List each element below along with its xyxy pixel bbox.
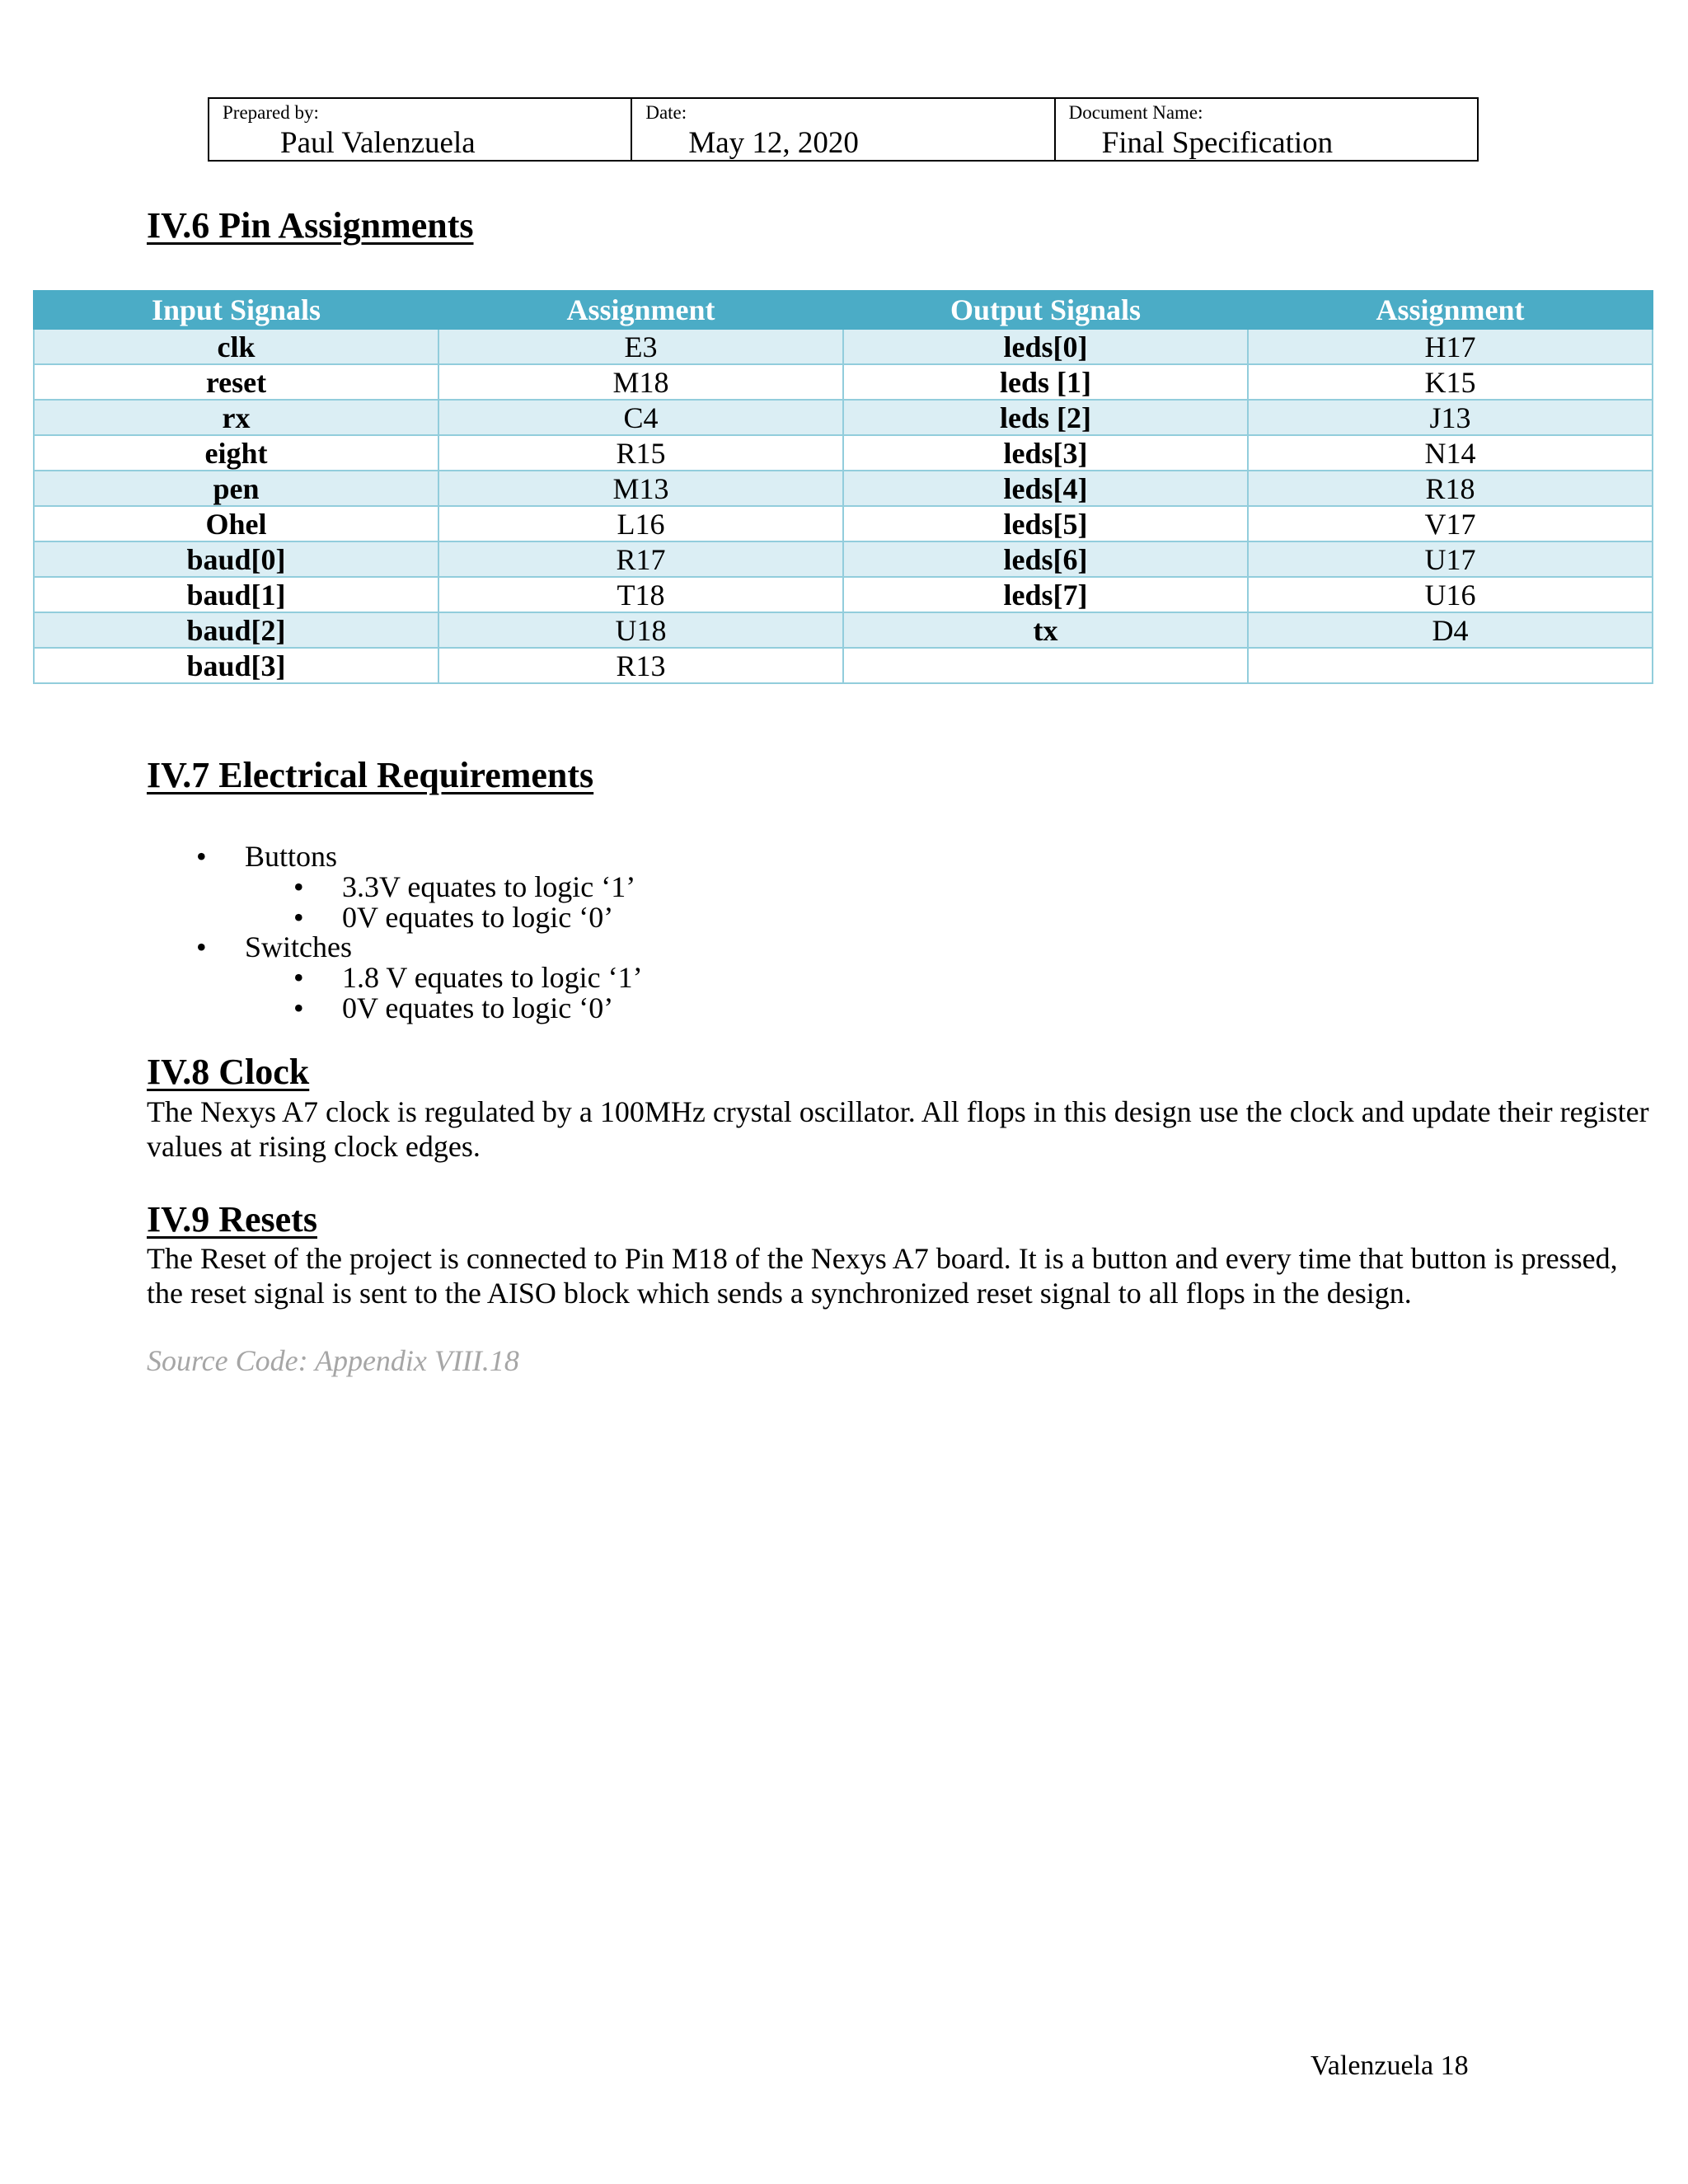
list-item: 3.3V equates to logic ‘1’ bbox=[342, 870, 636, 903]
table-cell: E3 bbox=[438, 329, 843, 364]
table-row bbox=[34, 329, 1653, 364]
table-cell: R15 bbox=[438, 435, 843, 471]
table-cell: M18 bbox=[438, 364, 843, 400]
table-row bbox=[34, 506, 1653, 541]
column-header: Input Signals bbox=[34, 291, 438, 329]
table-cell bbox=[1248, 648, 1653, 683]
table-cell: J13 bbox=[1248, 400, 1653, 435]
table-cell: leds[4] bbox=[843, 471, 1248, 506]
table-cell: eight bbox=[34, 435, 438, 471]
resets-paragraph: The Reset of the project is connected to Pin M18 of the Nexys A7 board. It is a button and every time that button is pressed, the reset signal is sent to the AISO block which sends a synchronized reset signal to all flops in the design. bbox=[147, 1242, 1618, 1310]
table-cell: rx bbox=[34, 400, 438, 435]
table-cell: leds [2] bbox=[843, 400, 1248, 435]
document-name-cell bbox=[1056, 99, 1477, 160]
table-cell: leds [1] bbox=[843, 364, 1248, 400]
table-cell: U17 bbox=[1248, 541, 1653, 577]
table-row bbox=[34, 577, 1653, 612]
document-name-value: Final Specification bbox=[1101, 126, 1334, 160]
table-cell: D4 bbox=[1248, 612, 1653, 648]
prepared-by-cell bbox=[209, 99, 632, 160]
date-label: Date: bbox=[645, 102, 687, 123]
table-cell: pen bbox=[34, 471, 438, 506]
table-cell: baud[2] bbox=[34, 612, 438, 648]
table-cell: clk bbox=[34, 329, 438, 364]
list-item: Buttons bbox=[245, 840, 338, 873]
table-cell: baud[3] bbox=[34, 648, 438, 683]
bullet-icon: • bbox=[196, 930, 207, 963]
table-cell: baud[0] bbox=[34, 541, 438, 577]
table-row bbox=[34, 400, 1653, 435]
table-cell: L16 bbox=[438, 506, 843, 541]
table-cell: leds[5] bbox=[843, 506, 1248, 541]
date-cell bbox=[632, 99, 1055, 160]
table-cell: U16 bbox=[1248, 577, 1653, 612]
table-cell: Ohel bbox=[34, 506, 438, 541]
table-row bbox=[34, 471, 1653, 506]
bullet-icon: • bbox=[293, 870, 304, 903]
document-header bbox=[208, 97, 1479, 162]
table-row bbox=[34, 541, 1653, 577]
table-cell: baud[1] bbox=[34, 577, 438, 612]
bullet-icon: • bbox=[293, 901, 304, 934]
electrical-requirements-heading: IV.7 Electrical Requirements bbox=[147, 755, 594, 795]
table-cell: V17 bbox=[1248, 506, 1653, 541]
table-cell: K15 bbox=[1248, 364, 1653, 400]
table-cell: leds[6] bbox=[843, 541, 1248, 577]
table-row bbox=[34, 612, 1653, 648]
list-item: 0V equates to logic ‘0’ bbox=[342, 901, 614, 934]
page-number: Valenzuela 18 bbox=[1311, 2050, 1469, 2081]
list-item: 1.8 V equates to logic ‘1’ bbox=[342, 961, 643, 994]
prepared-by-label: Prepared by: bbox=[223, 102, 319, 123]
table-cell: H17 bbox=[1248, 329, 1653, 364]
table-cell: T18 bbox=[438, 577, 843, 612]
table-cell: N14 bbox=[1248, 435, 1653, 471]
table-cell: R13 bbox=[438, 648, 843, 683]
table-cell bbox=[843, 648, 1248, 683]
table-cell: U18 bbox=[438, 612, 843, 648]
table-row bbox=[34, 435, 1653, 471]
table-row bbox=[34, 364, 1653, 400]
source-code-reference: Source Code: Appendix VIII.18 bbox=[147, 1344, 519, 1377]
table-cell: leds[3] bbox=[843, 435, 1248, 471]
pin-assignments-heading: IV.6 Pin Assignments bbox=[147, 205, 474, 246]
table-cell: tx bbox=[843, 612, 1248, 648]
date-value: May 12, 2020 bbox=[688, 126, 859, 160]
table-cell: C4 bbox=[438, 400, 843, 435]
pin-assignments-table bbox=[33, 290, 1653, 684]
table-cell: R17 bbox=[438, 541, 843, 577]
list-item: 0V equates to logic ‘0’ bbox=[342, 991, 614, 1024]
prepared-by-value: Paul Valenzuela bbox=[280, 126, 476, 160]
table-cell: R18 bbox=[1248, 471, 1653, 506]
table-cell: leds[7] bbox=[843, 577, 1248, 612]
clock-heading: IV.8 Clock bbox=[147, 1052, 310, 1092]
table-row bbox=[34, 648, 1653, 683]
bullet-icon: • bbox=[196, 840, 207, 873]
table-cell: M13 bbox=[438, 471, 843, 506]
column-header: Assignment bbox=[438, 291, 843, 329]
table-cell: leds[0] bbox=[843, 329, 1248, 364]
bullet-icon: • bbox=[293, 991, 304, 1024]
clock-paragraph: The Nexys A7 clock is regulated by a 100MHz crystal oscillator. All flops in this design use the clock and update their register values at rising clock edges. bbox=[147, 1095, 1649, 1163]
column-header: Assignment bbox=[1248, 291, 1653, 329]
resets-heading: IV.9 Resets bbox=[147, 1199, 317, 1240]
table-header-row bbox=[34, 291, 1653, 329]
table-cell: reset bbox=[34, 364, 438, 400]
list-item: Switches bbox=[245, 930, 352, 963]
column-header: Output Signals bbox=[843, 291, 1248, 329]
bullet-icon: • bbox=[293, 961, 304, 994]
document-name-label: Document Name: bbox=[1068, 102, 1203, 123]
